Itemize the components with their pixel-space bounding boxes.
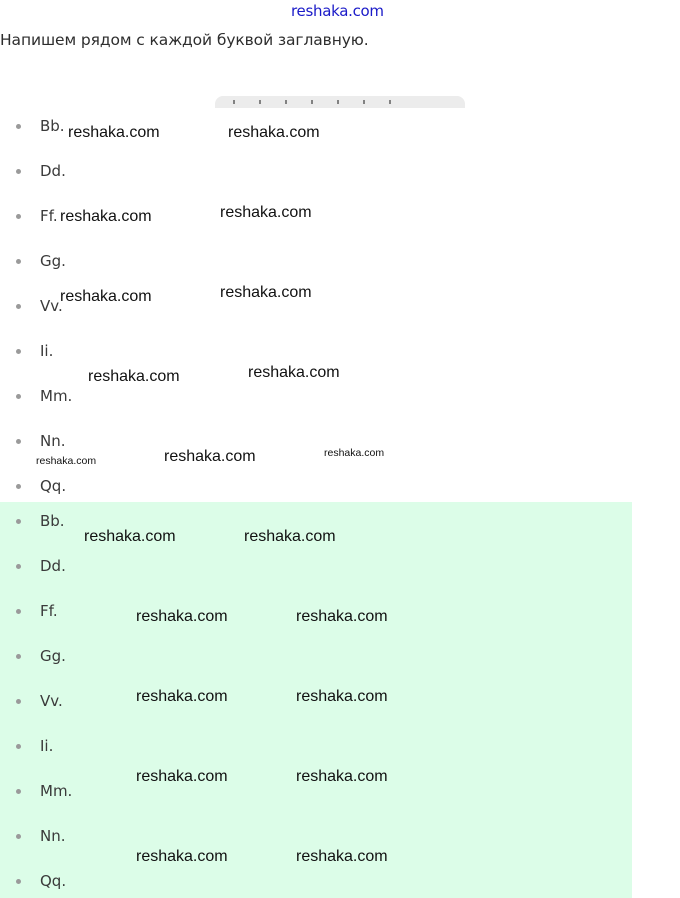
watermark: reshaka.com xyxy=(296,608,388,625)
watermark: reshaka.com xyxy=(136,768,228,785)
bullet xyxy=(16,394,21,399)
watermark: reshaka.com xyxy=(248,364,340,381)
item-text: Ff. xyxy=(40,602,58,620)
bullet xyxy=(16,484,21,489)
bullet xyxy=(16,169,21,174)
item-text: Mm. xyxy=(40,782,73,800)
tab-label-obscured xyxy=(233,100,393,104)
watermark: reshaka.com xyxy=(68,124,160,141)
item-text: Dd. xyxy=(40,557,66,575)
site-link[interactable]: reshaka.com xyxy=(291,2,384,20)
item-text: Gg. xyxy=(40,252,66,270)
bullet xyxy=(16,214,21,219)
watermark: reshaka.com xyxy=(296,848,388,865)
watermark: reshaka.com xyxy=(60,288,152,305)
item-text: Ff. xyxy=(40,207,58,225)
item-text: Ii. xyxy=(40,737,54,755)
bullet xyxy=(16,564,21,569)
watermark: reshaka.com xyxy=(220,284,312,301)
bullet xyxy=(16,609,21,614)
bullet xyxy=(16,304,21,309)
bullet xyxy=(16,349,21,354)
watermark: reshaka.com xyxy=(60,208,152,225)
bullet xyxy=(16,699,21,704)
item-text: Bb. xyxy=(40,117,65,135)
bullet xyxy=(16,124,21,129)
watermark: reshaka.com xyxy=(228,124,320,141)
watermark: reshaka.com xyxy=(296,688,388,705)
bullet xyxy=(16,654,21,659)
bullet xyxy=(16,519,21,524)
item-text: Mm. xyxy=(40,387,73,405)
bullet xyxy=(16,744,21,749)
item-text: Qq. xyxy=(40,477,67,495)
watermark: reshaka.com xyxy=(324,447,385,459)
watermark: reshaka.com xyxy=(244,528,336,545)
bullet xyxy=(16,834,21,839)
watermark: reshaka.com xyxy=(136,688,228,705)
item-text: Vv. xyxy=(40,692,63,710)
item-text: Nn. xyxy=(40,827,66,845)
watermark: reshaka.com xyxy=(84,528,176,545)
watermark: reshaka.com xyxy=(220,204,312,221)
bullet xyxy=(16,879,21,884)
watermark: reshaka.com xyxy=(136,608,228,625)
collapsed-tab[interactable] xyxy=(215,96,465,108)
watermark: reshaka.com xyxy=(164,448,256,465)
bullet xyxy=(16,259,21,264)
item-text: Dd. xyxy=(40,162,66,180)
item-text: Nn. xyxy=(40,432,66,450)
item-text: Qq. xyxy=(40,872,67,890)
bullet xyxy=(16,789,21,794)
item-text: Vv. xyxy=(40,297,63,315)
item-text: Gg. xyxy=(40,647,66,665)
item-text: Ii. xyxy=(40,342,54,360)
bullet xyxy=(16,439,21,444)
task-instruction: Напишем рядом с каждой буквой заглавную. xyxy=(0,31,369,49)
watermark: reshaka.com xyxy=(88,368,180,385)
item-text: Bb. xyxy=(40,512,65,530)
watermark: reshaka.com xyxy=(136,848,228,865)
watermark: reshaka.com xyxy=(36,455,97,467)
watermark: reshaka.com xyxy=(296,768,388,785)
